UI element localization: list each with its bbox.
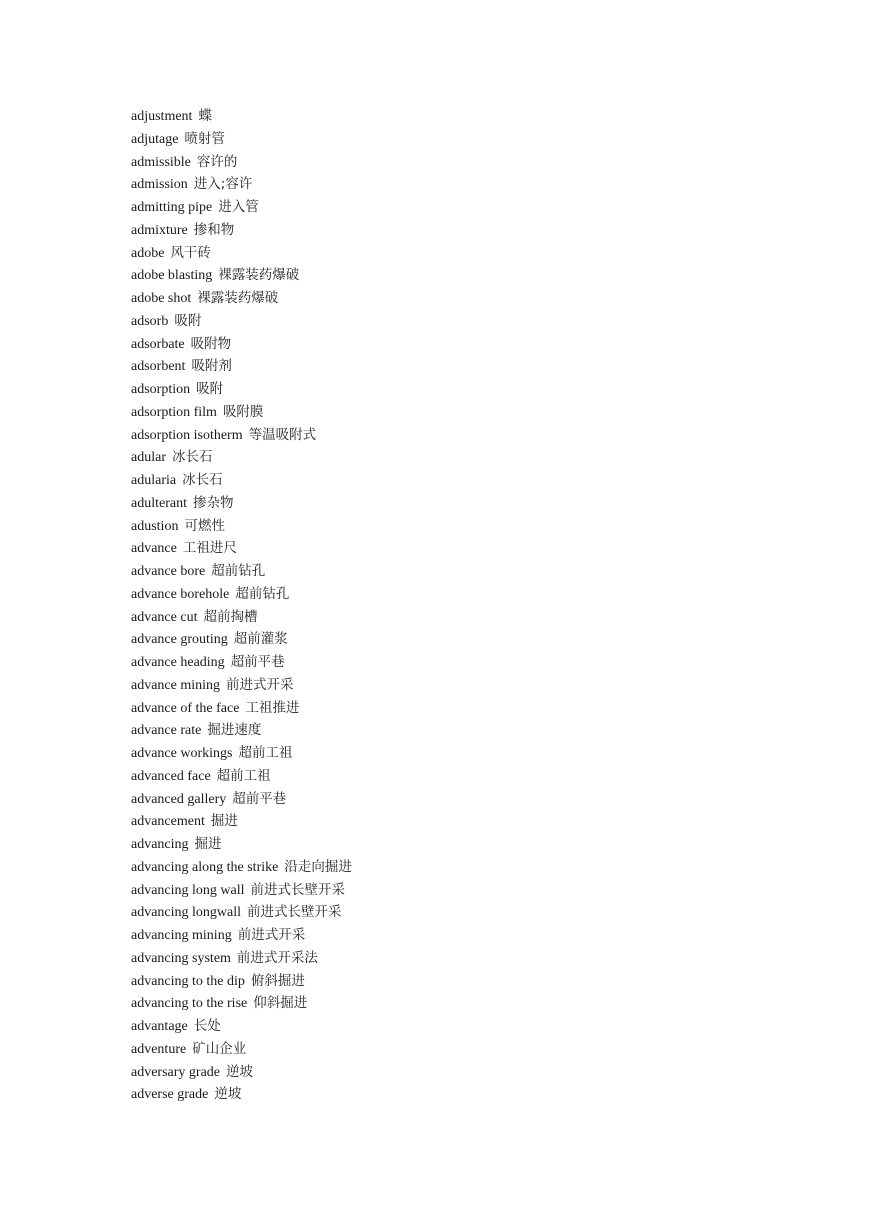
- entry-translation: 吸附膜: [222, 403, 264, 420]
- glossary-entry: [131, 355, 352, 378]
- entry-translation: 风干砖: [170, 244, 211, 261]
- entry-translation: 超前灌浆: [233, 631, 288, 648]
- entry-term: adverse grade: [131, 1087, 209, 1103]
- glossary-entry: [131, 560, 352, 583]
- entry-term: advance mining: [131, 677, 221, 693]
- glossary-entry: [131, 378, 352, 401]
- entry-term: advantage: [131, 1019, 188, 1034]
- glossary-entry: [131, 333, 352, 356]
- glossary-entry: [131, 242, 352, 265]
- entry-term: advancing system: [131, 950, 231, 966]
- entry-term: admissible: [131, 154, 191, 170]
- entry-translation: 前进式开采: [226, 676, 294, 693]
- glossary-entry: [131, 446, 352, 469]
- glossary-entry: [131, 151, 352, 174]
- entry-translation: 可燃性: [184, 517, 225, 534]
- glossary-entry: [131, 537, 352, 560]
- entry-term: adsorbent: [131, 359, 186, 375]
- entry-term: advance rate: [131, 723, 202, 739]
- entry-term: advancing to the rise: [131, 996, 248, 1012]
- glossary-entry: [131, 287, 352, 310]
- entry-translation: 冰长石: [171, 449, 213, 466]
- entry-translation: 喷射管: [184, 130, 225, 147]
- entry-term: adversary grade: [131, 1064, 221, 1080]
- glossary-entry: [131, 810, 352, 833]
- glossary-entry: [131, 310, 352, 333]
- entry-translation: 长处: [193, 1018, 221, 1034]
- entry-translation: 前进式长壁开采: [250, 881, 346, 898]
- entry-term: adventure: [131, 1041, 187, 1057]
- entry-translation: 俯斜掘进: [250, 972, 305, 989]
- entry-translation: 吸附: [196, 381, 224, 397]
- entry-term: advance of the face: [131, 700, 240, 716]
- entry-translation: 吸附: [174, 312, 202, 329]
- entry-translation: 工祖推进: [245, 699, 300, 716]
- entry-term: admixture: [131, 222, 188, 238]
- entry-translation: 仰斜掘进: [253, 995, 308, 1012]
- entry-term: adularia: [131, 473, 177, 488]
- entry-term: admitting pipe: [131, 200, 213, 215]
- entry-term: adobe: [131, 245, 165, 261]
- glossary-entry: [131, 401, 352, 424]
- entry-translation: 掘进速度: [207, 722, 262, 739]
- glossary-entry: [131, 469, 352, 492]
- entry-translation: 裸露装药爆破: [218, 267, 300, 284]
- entry-term: advance heading: [131, 655, 225, 670]
- glossary-entry: [131, 219, 352, 242]
- entry-translation: 掺杂物: [192, 494, 234, 511]
- entry-translation: 蝶: [198, 108, 212, 124]
- entry-term: advance: [131, 541, 177, 557]
- entry-term: adulterant: [131, 495, 187, 511]
- entry-term: advancement: [131, 814, 205, 830]
- entry-term: adustion: [131, 518, 179, 534]
- entry-translation: 超前工祖: [238, 745, 293, 761]
- entry-term: advancing long wall: [131, 882, 245, 898]
- glossary-entry: [131, 947, 352, 970]
- entry-translation: 逆坡: [226, 1063, 254, 1080]
- glossary-entry: [131, 879, 352, 902]
- entry-term: advancing mining: [131, 928, 232, 943]
- entry-translation: 超前钻孔: [235, 585, 290, 602]
- entry-translation: 超前钻孔: [211, 563, 266, 579]
- entry-term: adobe shot: [131, 291, 192, 306]
- glossary-entry: [131, 970, 352, 993]
- entry-term: advance grouting: [131, 632, 228, 648]
- entry-term: adsorption: [131, 382, 191, 397]
- entry-translation: 进入;容许: [193, 176, 253, 193]
- glossary-entry: [131, 128, 352, 151]
- glossary-entry: [131, 742, 352, 765]
- entry-term: adjutage: [131, 131, 179, 147]
- entry-term: advancing along the strike: [131, 859, 279, 875]
- glossary-entry: [131, 765, 352, 788]
- glossary-entry: [131, 901, 352, 924]
- glossary-entry: [131, 788, 352, 811]
- glossary-entry: [131, 515, 352, 538]
- glossary-entry: [131, 1015, 352, 1038]
- entry-translation: 掘进: [194, 836, 222, 852]
- glossary-entry: [131, 992, 352, 1015]
- entry-translation: 进入管: [218, 199, 259, 215]
- entry-term: adsorption film: [131, 404, 217, 420]
- glossary-entry: [131, 105, 352, 128]
- glossary-entry: [131, 1061, 352, 1084]
- entry-translation: 等温吸附式: [248, 426, 317, 443]
- entry-translation: 超前平巷: [230, 654, 285, 670]
- entry-translation: 矿山企业: [192, 1040, 247, 1057]
- glossary-entry: [131, 697, 352, 720]
- glossary-entry: [131, 674, 352, 697]
- entry-term: advancing: [131, 837, 189, 852]
- entry-translation: 工祖进尺: [182, 540, 237, 557]
- glossary-entry: [131, 264, 352, 287]
- entry-translation: 前进式开采: [237, 927, 306, 943]
- glossary-entry: [131, 583, 352, 606]
- glossary-entry: [131, 492, 352, 515]
- entry-term: advance bore: [131, 564, 206, 579]
- entry-translation: 前进式开采法: [236, 949, 318, 966]
- glossary-entry: [131, 1038, 352, 1061]
- entry-translation: 裸露装药爆破: [197, 290, 279, 306]
- entry-translation: 容许的: [196, 153, 238, 170]
- entry-term: admission: [131, 177, 188, 193]
- entry-translation: 前进式长壁开采: [247, 904, 342, 921]
- entry-translation: 冰长石: [182, 472, 223, 488]
- entry-term: advancing longwall: [131, 905, 242, 921]
- entry-translation: 超前平巷: [232, 790, 287, 807]
- entry-term: adsorption isotherm: [131, 427, 243, 443]
- glossary-entry: [131, 1083, 352, 1106]
- entry-term: advance borehole: [131, 586, 230, 602]
- glossary-entry: [131, 924, 352, 947]
- glossary-entry: [131, 651, 352, 674]
- entry-term: advance workings: [131, 746, 233, 761]
- entry-translation: 沿走向掘进: [284, 858, 352, 875]
- entry-term: advancing to the dip: [131, 973, 245, 989]
- entry-term: adjustment: [131, 109, 193, 124]
- glossary-entry: [131, 833, 352, 856]
- glossary-entry: [131, 424, 352, 447]
- entry-term: adular: [131, 450, 166, 466]
- glossary-entry: [131, 856, 352, 879]
- glossary-entry: [131, 606, 352, 629]
- glossary-entry: [131, 196, 352, 219]
- glossary-entry: [131, 719, 352, 742]
- entry-translation: 超前工祖: [216, 767, 271, 784]
- entry-term: advance cut: [131, 609, 198, 625]
- entry-translation: 掺和物: [193, 221, 235, 238]
- glossary-entry: [131, 628, 352, 651]
- entry-translation: 吸附剂: [191, 358, 232, 375]
- glossary-entry: [131, 173, 352, 196]
- entry-term: adsorb: [131, 313, 169, 329]
- entry-translation: 逆坡: [214, 1086, 242, 1103]
- entry-term: advanced face: [131, 768, 211, 784]
- entry-translation: 吸附物: [190, 335, 232, 352]
- entry-translation: 掘进: [210, 813, 238, 830]
- entry-term: adsorbate: [131, 336, 185, 352]
- glossary-list: [131, 105, 352, 1106]
- entry-translation: 超前掏槽: [203, 608, 258, 625]
- entry-term: adobe blasting: [131, 268, 213, 284]
- entry-term: advanced gallery: [131, 791, 227, 807]
